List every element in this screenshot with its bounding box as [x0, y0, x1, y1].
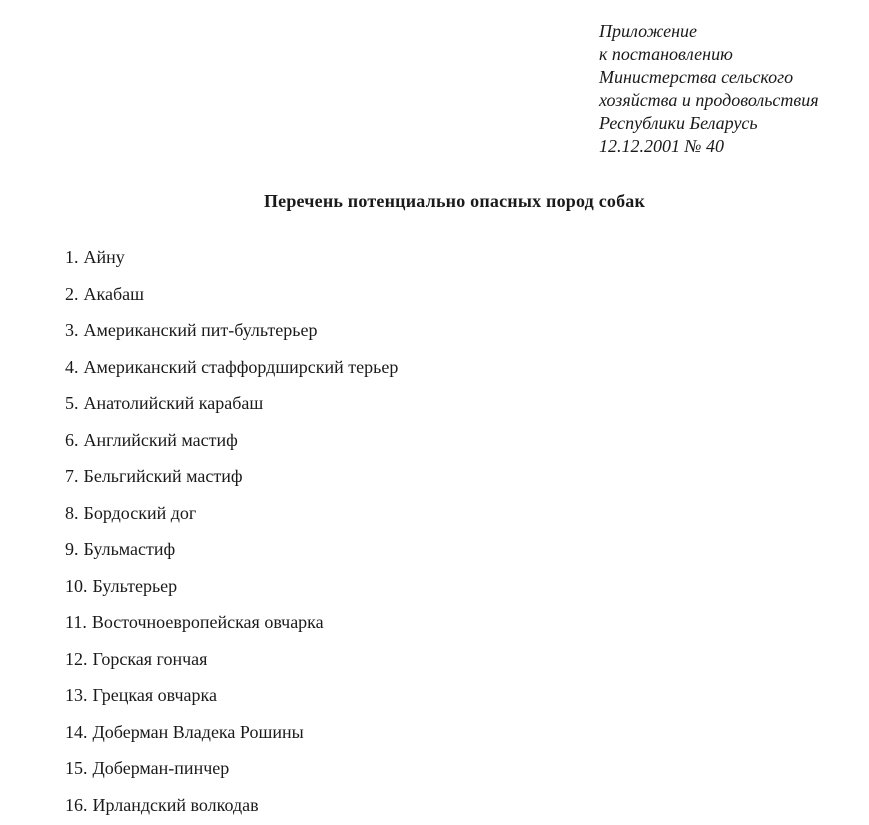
list-item-name: Доберман-пинчер [92, 758, 230, 778]
list-item-name: Бордоский дог [83, 502, 197, 523]
list-item-name: Бульмастиф [83, 539, 176, 559]
list-item-name: Анатолийский карабаш [83, 393, 264, 413]
list-item [65, 495, 398, 532]
list-item-name: Айну [83, 247, 125, 267]
appendix-header-line: Министерства сельского [599, 67, 794, 87]
list-item [65, 422, 398, 459]
list-item-number: 10. [65, 575, 88, 596]
list-item [65, 531, 398, 568]
list-item-number: 2. [65, 283, 79, 304]
list-item-name: Ирландский волкодав [92, 794, 259, 815]
list-item-number: 1. [65, 247, 79, 267]
breed-list [65, 239, 398, 823]
list-item [65, 714, 398, 751]
list-item-name: Американский пит-бультерьер [83, 320, 318, 340]
list-item-name: Акабаш [83, 283, 144, 304]
list-item [65, 641, 398, 678]
list-item [65, 787, 398, 824]
list-item-name: Грецкая овчарка [92, 685, 217, 705]
list-item [65, 312, 398, 349]
appendix-header-line: 12.12.2001 № 40 [599, 136, 724, 156]
list-item [65, 458, 398, 495]
list-item [65, 349, 398, 386]
list-item-number: 14. [65, 721, 88, 742]
list-item-name: Английский мастиф [83, 429, 238, 450]
list-item [65, 750, 398, 787]
list-item [65, 385, 398, 422]
list-item [65, 677, 398, 714]
list-item-number: 12. [65, 648, 88, 669]
appendix-header-line: Республики Беларусь [599, 113, 758, 133]
list-item-name: Восточноевропейская овчарка [91, 612, 324, 632]
list-item-number: 6. [65, 429, 79, 450]
list-item [65, 276, 398, 313]
list-item-number: 16. [65, 794, 88, 815]
appendix-header-line: к постановлению [599, 44, 733, 64]
page-title: Перечень потенциально опасных пород собак [263, 191, 646, 211]
list-item-name: Горская гончая [92, 648, 208, 669]
appendix-header-line: Приложение [599, 21, 698, 41]
list-item-number: 3. [65, 320, 79, 340]
list-item [65, 239, 398, 276]
list-item-name: Бультерьер [92, 575, 178, 596]
list-item-number: 9. [65, 539, 79, 559]
list-item [65, 568, 398, 605]
list-item-name: Американский стаффордширский терьер [83, 356, 399, 377]
list-item-number: 7. [65, 466, 79, 486]
list-item-number: 15. [65, 758, 88, 778]
list-item-name: Бельгийский мастиф [83, 466, 243, 486]
appendix-header-line: хозяйства и продовольствия [599, 90, 819, 110]
list-item-number: 5. [65, 393, 79, 413]
list-item-number: 11. [65, 612, 87, 632]
list-item-number: 8. [65, 502, 79, 523]
appendix-header [599, 20, 819, 158]
list-item-name: Доберман Владека Рошины [92, 721, 304, 742]
list-item-number: 13. [65, 685, 88, 705]
list-item [65, 604, 398, 641]
list-item-number: 4. [65, 356, 79, 377]
